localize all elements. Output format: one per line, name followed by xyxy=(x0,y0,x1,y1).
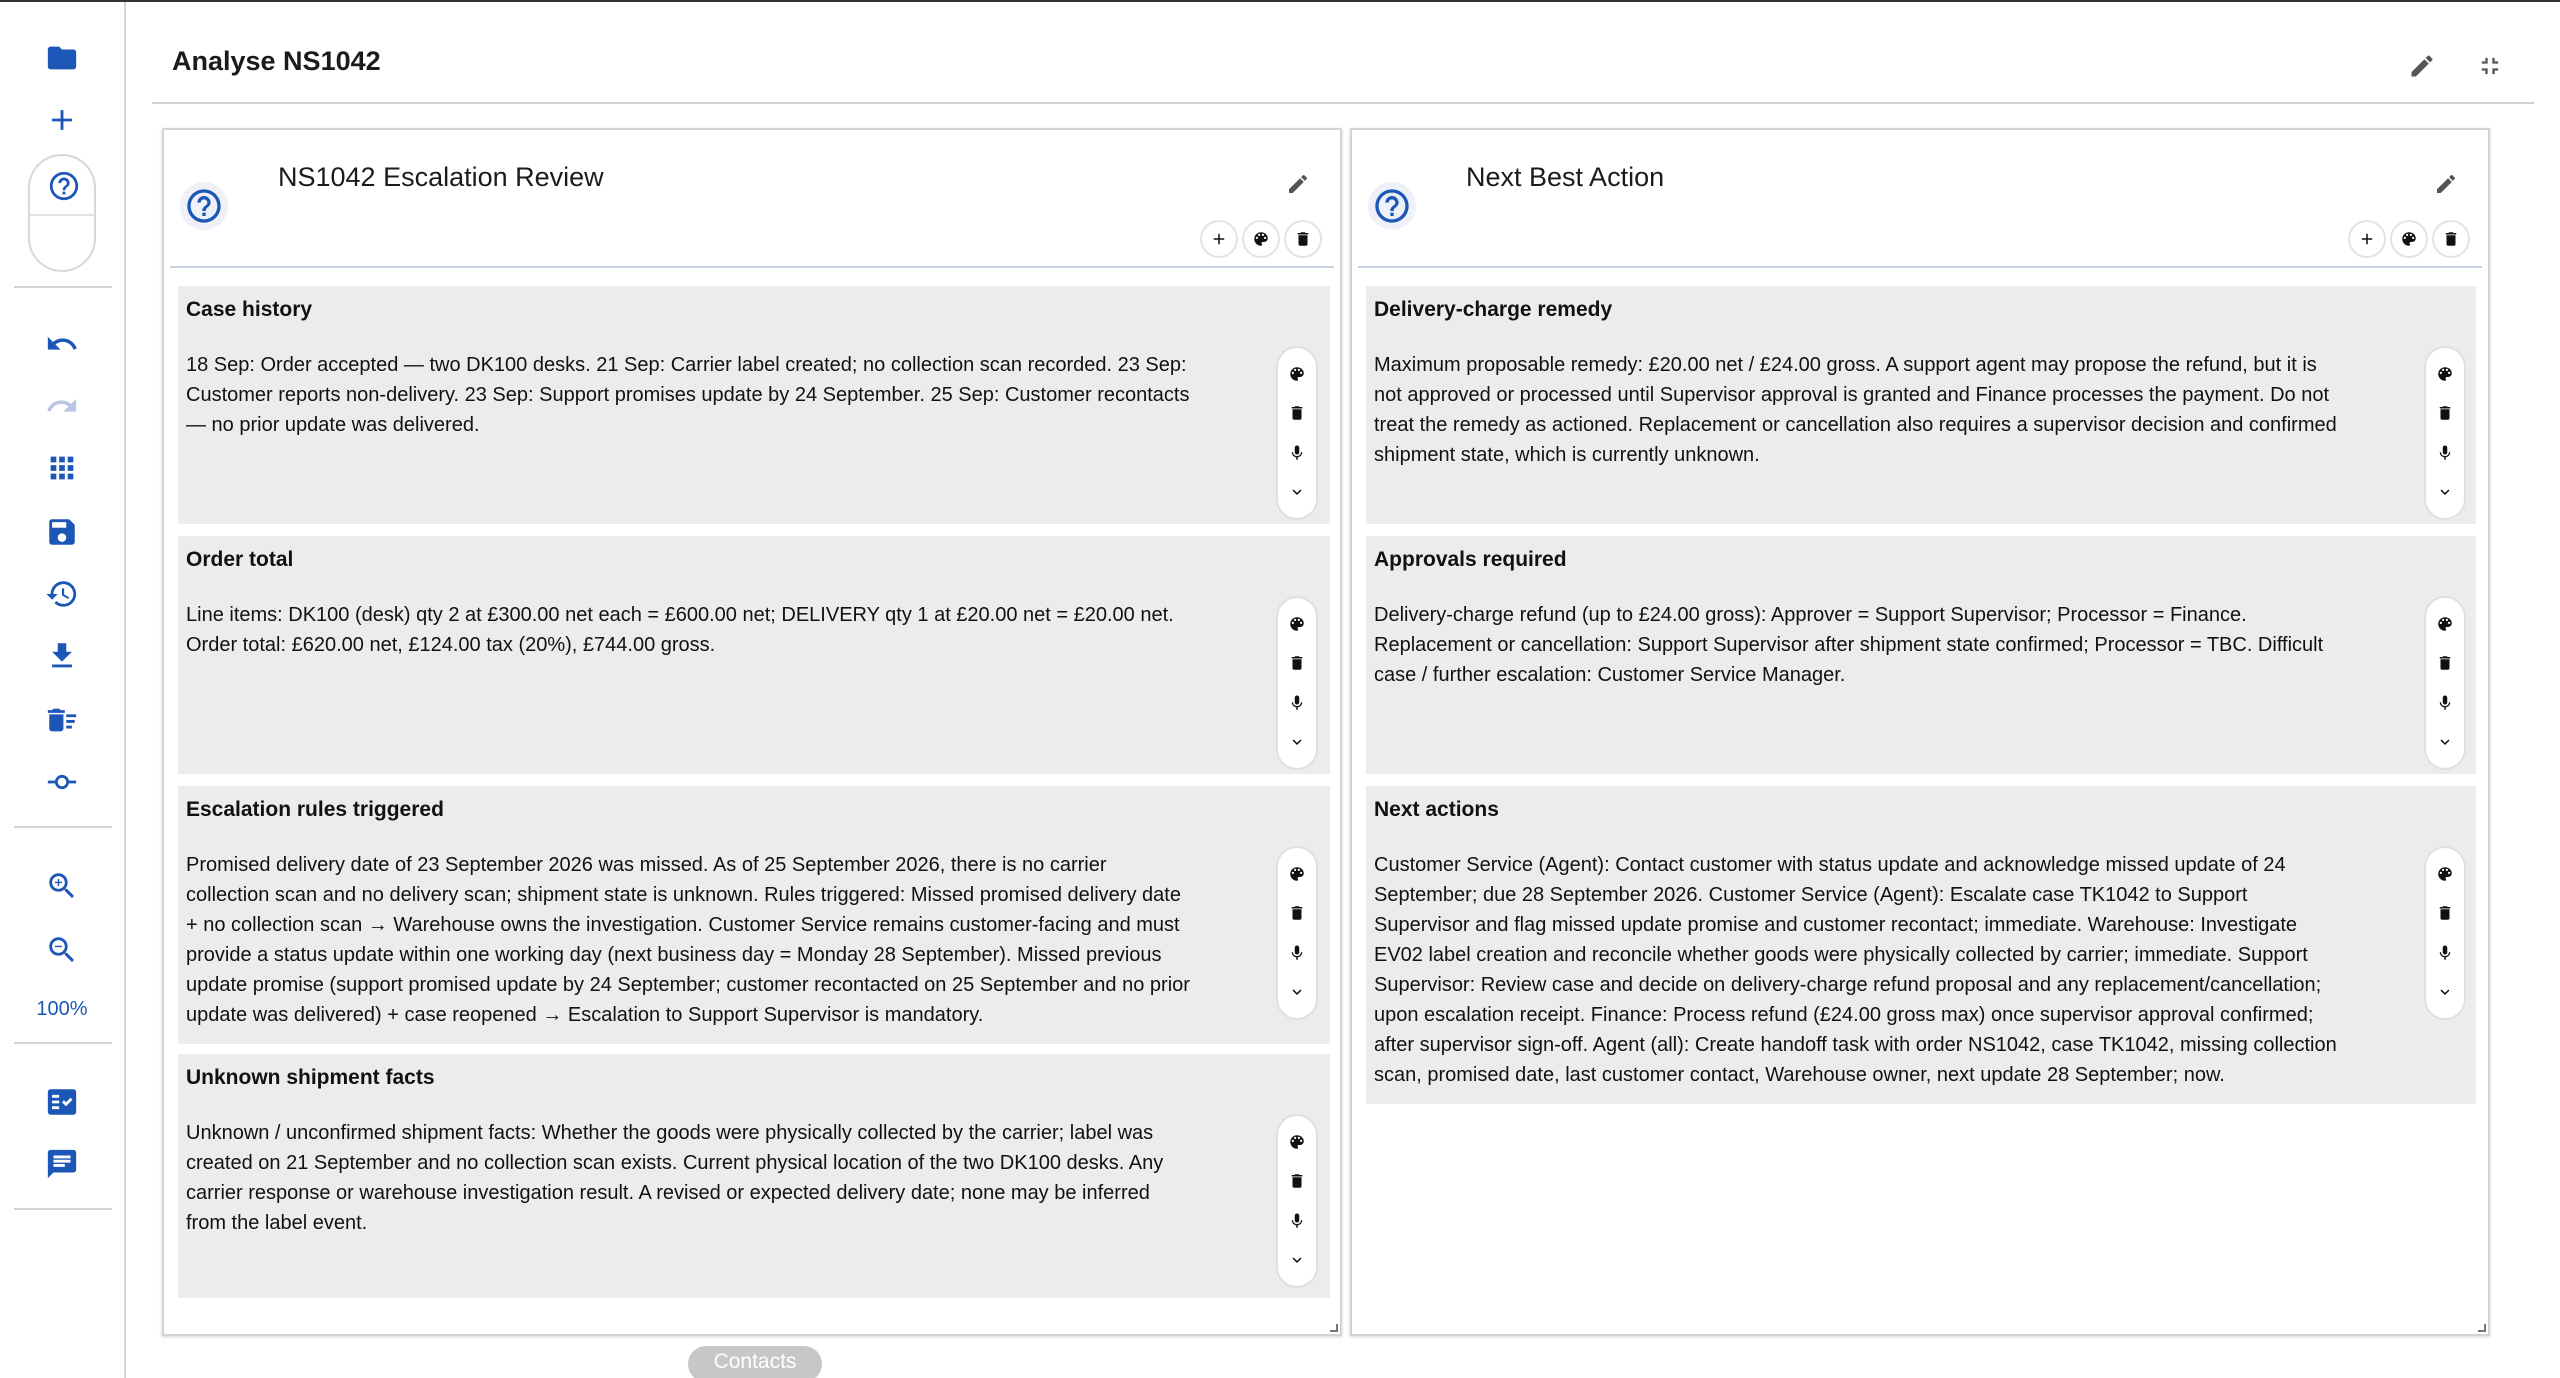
zoom-in-icon[interactable] xyxy=(30,860,94,912)
text-line: not approved or processed until Supervisor approval is granted and Finance processes the payment. Do not xyxy=(1374,384,2329,406)
card-actions xyxy=(1276,1114,1318,1288)
palette-icon[interactable] xyxy=(1282,609,1312,639)
text-line: Customer Service (Agent): Contact customer with status update and acknowledge missed update of 24 xyxy=(1374,854,2286,876)
header-divider xyxy=(152,102,2534,104)
microphone-icon[interactable] xyxy=(1282,1206,1312,1236)
divider xyxy=(14,286,112,288)
delete-list-icon[interactable] xyxy=(30,694,94,746)
edit-title-icon[interactable] xyxy=(2400,44,2444,88)
commit-icon[interactable] xyxy=(30,756,94,808)
text-line: from the label event. xyxy=(186,1212,368,1234)
card-actions xyxy=(2424,596,2466,770)
card-title: Case history xyxy=(186,298,313,321)
contacts-tab[interactable]: Contacts xyxy=(688,1346,822,1378)
text-line: EV02 label creation and reconcile whether goods were physically collected by carrier; immediate. Support xyxy=(1374,944,2308,966)
card-body xyxy=(186,600,1174,660)
text-line: carrier response or warehouse investigation result. A revised or expected delivery date; none may be inferred xyxy=(186,1182,1150,1204)
card-title: Unknown shipment facts xyxy=(186,1066,435,1089)
resize-handle[interactable] xyxy=(1330,1324,1338,1332)
card-title: Approvals required xyxy=(1374,548,1567,571)
add-card-button[interactable] xyxy=(1200,220,1238,258)
card-actions xyxy=(2424,346,2466,520)
zoom-out-icon[interactable] xyxy=(30,924,94,976)
delete-icon[interactable] xyxy=(1282,398,1312,428)
card-title: Delivery-charge remedy xyxy=(1374,298,1613,321)
chevron-down-icon[interactable] xyxy=(1282,727,1312,757)
help-icon[interactable] xyxy=(32,160,96,212)
text-line: update promise (support promised update by 24 September; customer recontacted on 25 September and no prior xyxy=(186,974,1190,996)
panel-title: Next Best Action xyxy=(1466,162,1665,192)
card-delivery-charge-remedy xyxy=(1366,286,2476,524)
microphone-icon[interactable] xyxy=(2430,688,2460,718)
card-actions xyxy=(2424,846,2466,1020)
microphone-icon[interactable] xyxy=(1282,688,1312,718)
chevron-down-icon[interactable] xyxy=(2430,477,2460,507)
text-line: Line items: DK100 (desk) qty 2 at £300.00 net each = £600.00 net; DELIVERY qty 1 at £20.00 net = £20.00 net. xyxy=(186,604,1174,626)
palette-icon[interactable] xyxy=(1282,359,1312,389)
microphone-icon[interactable] xyxy=(2430,438,2460,468)
text-line: Supervisor: Review case and decide on delivery-charge refund proposal and any replacement/cancellation; xyxy=(1374,974,2322,996)
plus-icon[interactable] xyxy=(30,94,94,146)
card-body xyxy=(186,850,1190,1030)
delete-icon[interactable] xyxy=(2430,398,2460,428)
text-line: 18 Sep: Order accepted — two DK100 desks. 21 Sep: Carrier label created; no collection scan recorded. 23 Sep: xyxy=(186,354,1187,376)
text-line: created on 21 September and no collection scan exists. Current physical location of the two DK100 desks. Any xyxy=(186,1152,1164,1174)
delete-icon[interactable] xyxy=(2432,220,2470,258)
text-line: Replacement or cancellation: Support Supervisor after shipment state confirmed; Processor = TBC. Difficult xyxy=(1374,634,2324,656)
panel-title: NS1042 Escalation Review xyxy=(278,162,604,192)
text-line: case / further escalation: Customer Service Manager. xyxy=(1374,664,1846,686)
divider xyxy=(14,1208,112,1210)
download-icon[interactable] xyxy=(30,630,94,682)
card-body xyxy=(1374,850,2337,1090)
card-body xyxy=(186,350,1190,440)
resize-handle[interactable] xyxy=(2478,1324,2486,1332)
card-body xyxy=(1374,350,2337,470)
chevron-down-icon[interactable] xyxy=(1282,477,1312,507)
text-line: + no collection scan → Warehouse owns the investigation. Customer Service remains customer-facing and must xyxy=(186,914,1180,936)
text-line: Order total: £620.00 net, £124.00 tax (20%), £744.00 gross. xyxy=(186,634,716,656)
text-line: September; due 28 September 2026. Customer Service (Agent): Escalate case TK1042 to Support xyxy=(1374,884,2248,906)
card-escalation-rules xyxy=(178,786,1330,1044)
text-line: provide a status update within one working day (next business day = Monday 28 September). Missed previous xyxy=(186,944,1162,966)
text-line: Customer reports non-delivery. 23 Sep: Support promises update by 24 September. 25 Sep: Customer recontacts xyxy=(186,384,1190,406)
card-case-history xyxy=(178,286,1330,524)
chevron-down-icon[interactable] xyxy=(1282,1245,1312,1275)
text-line: Supervisor and flag missed update promise and customer recontact; immediate. Warehouse: Investigate xyxy=(1374,914,2298,936)
text-line: scan, promised date, last customer contact, Warehouse owner, next update 28 September; now. xyxy=(1374,1064,2225,1086)
collapse-icon[interactable] xyxy=(2468,44,2512,88)
panel-toolbar xyxy=(1200,220,1322,258)
text-line: update was delivered) + case reopened → Escalation to Support Supervisor is mandatory. xyxy=(186,1004,984,1026)
chevron-down-icon[interactable] xyxy=(1282,977,1312,1007)
delete-icon[interactable] xyxy=(1284,220,1322,258)
delete-icon[interactable] xyxy=(2430,648,2460,678)
text-line: collection scan and no delivery scan; shipment state is unknown. Rules triggered: Missed promised delivery date xyxy=(186,884,1181,906)
help-icon[interactable] xyxy=(180,182,228,230)
page-title: Analyse NS1042 xyxy=(172,46,381,76)
card-approvals-required xyxy=(1366,536,2476,774)
text-line: shipment state, which is currently unknown. xyxy=(1374,444,1760,466)
chevron-down-icon[interactable] xyxy=(2430,977,2460,1007)
divider xyxy=(14,826,112,828)
divider xyxy=(30,214,94,216)
delete-icon[interactable] xyxy=(1282,1166,1312,1196)
palette-icon[interactable] xyxy=(1282,859,1312,889)
card-title: Next actions xyxy=(1374,798,1499,821)
palette-icon[interactable] xyxy=(2390,220,2428,258)
help-pill xyxy=(28,154,96,272)
microphone-icon[interactable] xyxy=(2430,938,2460,968)
history-icon[interactable] xyxy=(30,568,94,620)
chevron-down-icon[interactable] xyxy=(2430,727,2460,757)
card-title: Escalation rules triggered xyxy=(186,798,444,821)
text-line: upon escalation receipt. Finance: Process refund (£24.00 gross max) once supervisor approval confirmed; xyxy=(1374,1004,2314,1026)
delete-icon[interactable] xyxy=(1282,898,1312,928)
panel-divider xyxy=(1358,266,2482,268)
microphone-icon[interactable] xyxy=(1282,938,1312,968)
delete-icon[interactable] xyxy=(2430,898,2460,928)
microphone-icon[interactable] xyxy=(1282,438,1312,468)
left-toolbar xyxy=(0,2,126,1378)
text-line: after supervisor sign-off. Agent (all): Create handoff task with order NS1042, case TK1042, missing collection xyxy=(1374,1034,2337,1056)
card-actions xyxy=(1276,346,1318,520)
folder-icon[interactable] xyxy=(30,32,94,84)
edit-icon[interactable] xyxy=(2426,164,2466,204)
palette-icon[interactable] xyxy=(2430,609,2460,639)
chat-icon[interactable] xyxy=(30,1138,94,1190)
card-unknown-shipment-facts xyxy=(178,1054,1330,1298)
card-actions xyxy=(1276,846,1318,1020)
palette-icon[interactable] xyxy=(2430,859,2460,889)
panel-toolbar xyxy=(2348,220,2470,258)
panel-divider xyxy=(170,266,1334,268)
palette-icon[interactable] xyxy=(2430,359,2460,389)
palette-icon[interactable] xyxy=(1242,220,1280,258)
grid-icon[interactable] xyxy=(30,442,94,494)
card-order-total xyxy=(178,536,1330,774)
top-border xyxy=(0,0,2560,2)
card-body xyxy=(186,1118,1163,1238)
text-line: Promised delivery date of 23 September 2026 was missed. As of 25 September 2026, there is no carrier xyxy=(186,854,1107,876)
divider xyxy=(14,1042,112,1044)
redo-icon[interactable] xyxy=(30,380,94,432)
zoom-level: 100% xyxy=(36,998,88,1020)
card-next-actions xyxy=(1366,786,2476,1104)
text-line: Maximum proposable remedy: £20.00 net / £24.00 gross. A support agent may propose the refund, but it is xyxy=(1374,354,2317,376)
card-body xyxy=(1374,600,2323,690)
help-icon[interactable] xyxy=(1368,182,1416,230)
text-line: Delivery-charge refund (up to £24.00 gross): Approver = Support Supervisor; Processor = Finance. xyxy=(1374,604,2247,626)
checklist-icon[interactable] xyxy=(30,1076,94,1128)
save-icon[interactable] xyxy=(30,506,94,558)
card-title: Order total xyxy=(186,548,294,571)
edit-icon[interactable] xyxy=(1278,164,1318,204)
undo-icon[interactable] xyxy=(30,318,94,370)
card-actions xyxy=(1276,596,1318,770)
text-line: treat the remedy as actioned. Replacement or cancellation also requires a supervisor decision and confirmed xyxy=(1374,414,2337,436)
panel-next-best-action xyxy=(1350,128,2490,1336)
palette-icon[interactable] xyxy=(1282,1127,1312,1157)
text-line: — no prior update was delivered. xyxy=(186,414,480,436)
delete-icon[interactable] xyxy=(1282,648,1312,678)
add-card-button[interactable] xyxy=(2348,220,2386,258)
panel-escalation-review xyxy=(162,128,1342,1336)
text-line: Unknown / unconfirmed shipment facts: Whether the goods were physically collected by the carrier; label was xyxy=(186,1122,1154,1144)
